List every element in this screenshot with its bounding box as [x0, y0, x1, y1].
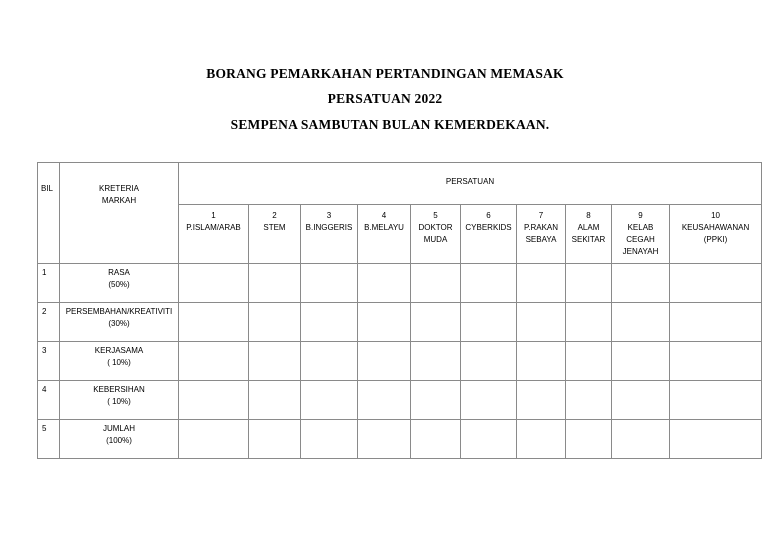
kriteria-markah: ( 10%)	[107, 397, 131, 406]
column-number: 9	[638, 211, 643, 220]
column-number: 7	[538, 211, 544, 220]
column-number: 2	[272, 211, 277, 220]
score-cell[interactable]	[670, 264, 762, 303]
score-cell[interactable]	[411, 420, 461, 459]
column-name-line: (PPKI)	[703, 235, 728, 244]
score-table-body	[38, 264, 762, 459]
column-number: 3	[326, 211, 332, 220]
score-cell[interactable]	[249, 420, 301, 459]
score-table	[37, 162, 762, 459]
column-name-line: KEUSAHAWANAN	[681, 223, 750, 232]
score-cell[interactable]	[461, 420, 517, 459]
kriteria-header	[60, 163, 179, 264]
header-row-1	[38, 163, 762, 205]
bil-cell: 1	[38, 264, 60, 303]
score-cell[interactable]	[358, 420, 411, 459]
persatuan-header: PERSATUAN	[179, 163, 762, 205]
bil-cell: 5	[38, 420, 60, 459]
score-cell[interactable]	[411, 264, 461, 303]
bil-cell: 2	[38, 303, 60, 342]
kriteria-cell	[60, 264, 179, 303]
score-cell[interactable]	[301, 342, 358, 381]
score-cell[interactable]	[358, 381, 411, 420]
column-name-line: STEM	[263, 223, 286, 232]
score-cell[interactable]	[411, 381, 461, 420]
score-cell[interactable]	[612, 381, 670, 420]
score-cell[interactable]	[612, 303, 670, 342]
score-cell[interactable]	[461, 264, 517, 303]
column-number: 6	[486, 211, 491, 220]
score-cell[interactable]	[461, 342, 517, 381]
score-cell[interactable]	[517, 420, 566, 459]
persatuan-column-header	[249, 205, 301, 264]
score-cell[interactable]	[179, 381, 249, 420]
score-cell[interactable]	[461, 381, 517, 420]
kriteria-markah: (50%)	[108, 280, 130, 289]
kriteria-markah: (30%)	[108, 319, 130, 328]
column-name-line: B.MELAYU	[364, 223, 404, 232]
column-name-line: P.ISLAM/ARAB	[186, 223, 241, 232]
score-cell[interactable]	[566, 381, 612, 420]
score-cell[interactable]	[301, 420, 358, 459]
score-cell[interactable]	[301, 381, 358, 420]
score-cell[interactable]	[461, 303, 517, 342]
form-title-line-2: PERSATUAN 2022	[327, 91, 443, 106]
persatuan-column-header	[612, 205, 670, 264]
kriteria-cell	[60, 381, 179, 420]
table-row	[38, 264, 762, 303]
score-cell[interactable]	[249, 264, 301, 303]
form-title-line-1: BORANG PEMARKAHAN PERTANDINGAN MEMASAK	[206, 66, 564, 81]
score-cell[interactable]	[301, 303, 358, 342]
score-cell[interactable]	[612, 342, 670, 381]
persatuan-column-header	[411, 205, 461, 264]
score-cell[interactable]	[517, 303, 566, 342]
persatuan-column-header	[461, 205, 517, 264]
score-cell[interactable]	[670, 303, 762, 342]
kriteria-cell	[60, 342, 179, 381]
column-name-line: CEGAH	[626, 235, 655, 244]
score-cell[interactable]	[358, 303, 411, 342]
score-cell[interactable]	[179, 342, 249, 381]
score-cell[interactable]	[411, 303, 461, 342]
persatuan-column-header	[301, 205, 358, 264]
score-cell[interactable]	[670, 420, 762, 459]
score-cell[interactable]	[566, 303, 612, 342]
column-name-line: P.RAKAN	[523, 223, 559, 232]
table-row	[38, 342, 762, 381]
kriteria-name: KERJASAMA	[94, 346, 144, 355]
column-number: 1	[211, 211, 216, 220]
column-name-line: KELAB	[627, 223, 654, 232]
bil-cell: 3	[38, 342, 60, 381]
persatuan-column-header	[358, 205, 411, 264]
table-row	[38, 420, 762, 459]
persatuan-column-header	[566, 205, 612, 264]
score-cell[interactable]	[249, 381, 301, 420]
table-row	[38, 303, 762, 342]
kriteria-cell	[60, 420, 179, 459]
kriteria-name: KEBERSIHAN	[93, 385, 145, 394]
column-name-line: B.INGGERIS	[305, 223, 353, 232]
score-cell[interactable]	[670, 381, 762, 420]
kriteria-markah: ( 10%)	[107, 358, 131, 367]
score-cell[interactable]	[358, 264, 411, 303]
score-cell[interactable]	[566, 264, 612, 303]
column-name-line: SEBAYA	[525, 235, 557, 244]
score-cell[interactable]	[566, 420, 612, 459]
score-cell[interactable]	[517, 264, 566, 303]
score-cell[interactable]	[612, 264, 670, 303]
column-number: 10	[711, 211, 720, 220]
kriteria-name: PERSEMBAHAN/KREATIVITI	[65, 307, 173, 316]
bil-header: BIL	[38, 163, 60, 264]
score-cell[interactable]	[670, 342, 762, 381]
score-cell[interactable]	[566, 342, 612, 381]
kriteria-name: RASA	[108, 268, 130, 277]
score-cell[interactable]	[517, 381, 566, 420]
form-title-line-3: SEMPENA SAMBUTAN BULAN KEMERDEKAAN.	[230, 117, 550, 132]
score-cell[interactable]	[179, 303, 249, 342]
markah-header-line: MARKAH	[101, 196, 137, 205]
column-name-line: CYBERKIDS	[465, 223, 512, 232]
score-cell[interactable]	[517, 342, 566, 381]
score-cell[interactable]	[249, 342, 301, 381]
score-cell[interactable]	[179, 264, 249, 303]
score-cell[interactable]	[179, 420, 249, 459]
kriteria-cell	[60, 303, 179, 342]
column-number: 5	[433, 211, 438, 220]
column-number: 4	[381, 211, 387, 220]
column-name-line: SEKITAR	[571, 235, 606, 244]
column-name-line: DOKTOR	[418, 223, 453, 232]
persatuan-column-header	[517, 205, 566, 264]
column-number: 8	[586, 211, 591, 220]
score-cell[interactable]	[612, 420, 670, 459]
kriteria-markah: (100%)	[106, 436, 132, 445]
bil-cell: 4	[38, 381, 60, 420]
column-name-line: ALAM	[577, 223, 600, 232]
score-cell[interactable]	[411, 342, 461, 381]
kriteria-header-line: KRETERIA	[98, 184, 139, 193]
kriteria-name: JUMLAH	[102, 424, 135, 433]
column-name-line: MUDA	[423, 235, 448, 244]
persatuan-column-header	[670, 205, 762, 264]
score-cell[interactable]	[249, 303, 301, 342]
score-cell[interactable]	[301, 264, 358, 303]
score-cell[interactable]	[358, 342, 411, 381]
table-row	[38, 381, 762, 420]
column-name-line: JENAYAH	[622, 247, 659, 256]
persatuan-column-header	[179, 205, 249, 264]
